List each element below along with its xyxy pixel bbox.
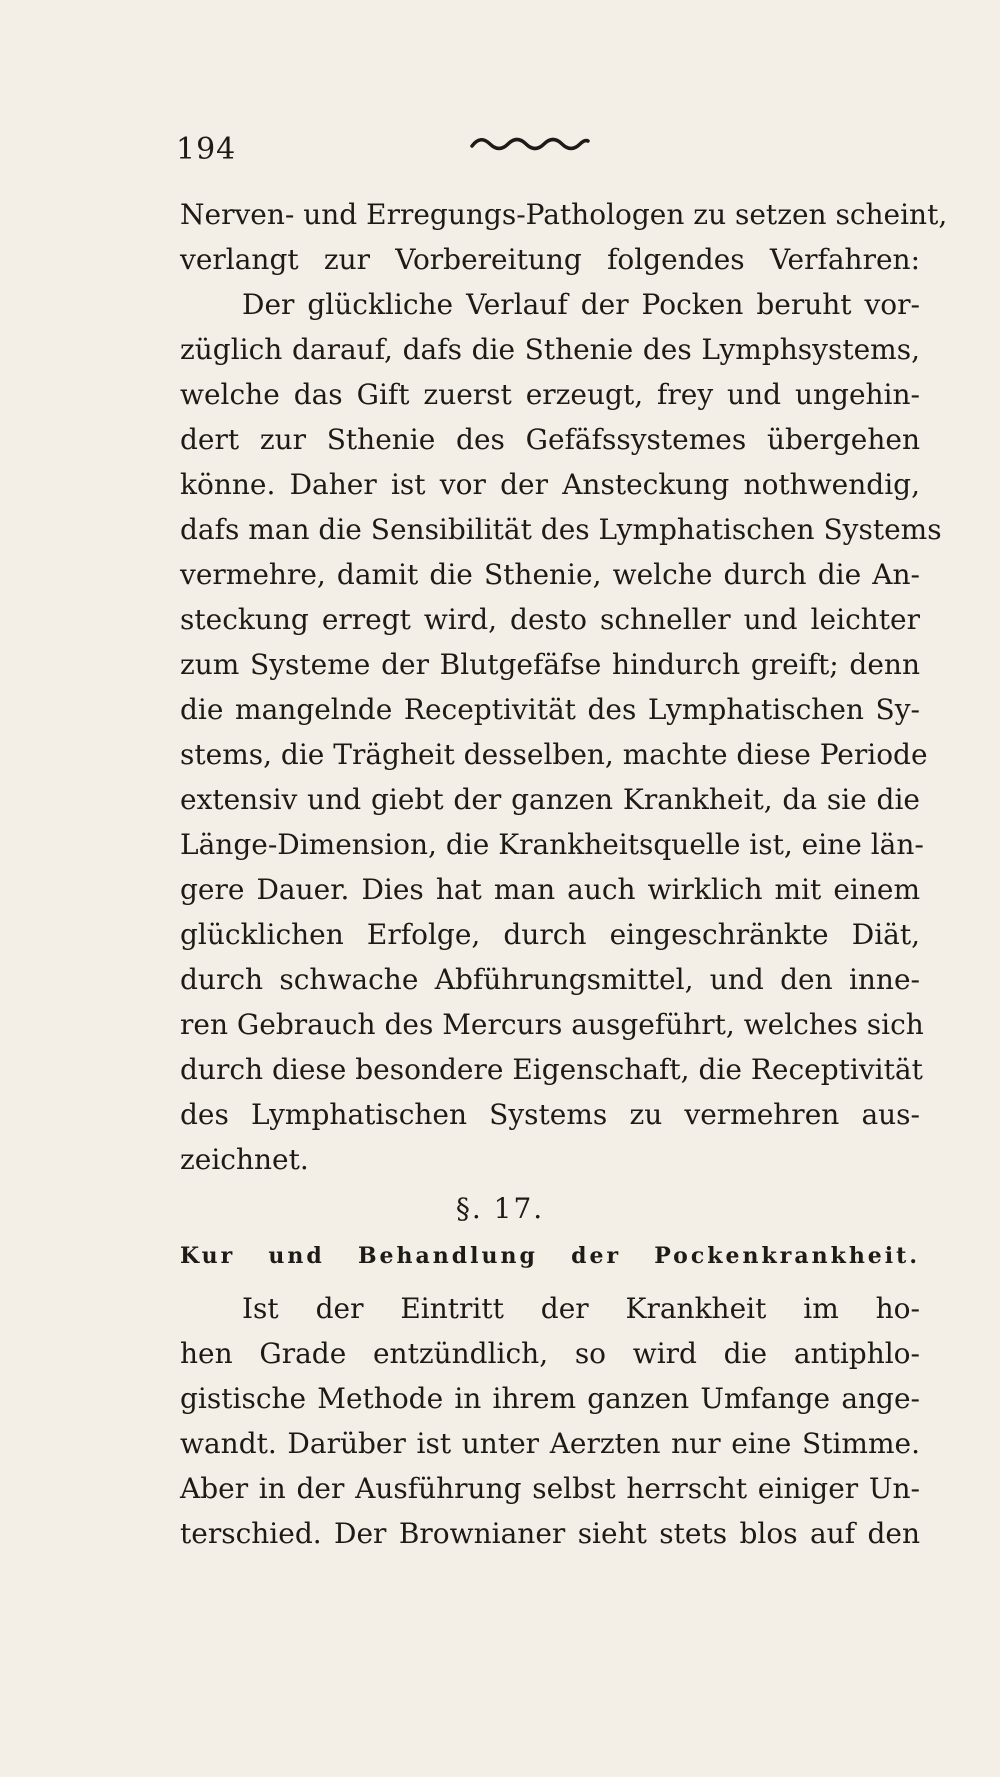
paragraph-2 [180, 1286, 920, 1556]
text-line: des Lymphatischen Systems zu vermehren aus- [180, 1098, 920, 1131]
text-line: Länge-Dimension, die Krankheitsquelle ist, eine län- [180, 828, 924, 861]
paragraph-1 [180, 192, 948, 1182]
text-line: durch diese besondere Eigenschaft, die Receptivität [180, 1053, 923, 1086]
text-line: zum Systeme der Blutgefäfse hindurch greift; denn [180, 648, 920, 681]
text-line: extensiv und giebt der ganzen Krankheit, da sie die [180, 783, 920, 816]
text-line: gere Dauer. Dies hat man auch wirklich mit einem [180, 873, 920, 906]
text-line: glücklichen Erfolge, durch eingeschränkte Diät, [180, 918, 920, 951]
page-number: 194 [176, 132, 237, 167]
text-line: Aber in der Ausführung selbst herrscht einiger Un- [180, 1472, 920, 1505]
text-line: hen Grade entzündlich, so wird die antiphlo- [180, 1337, 920, 1370]
text-line: wandt. Darüber ist unter Aerzten nur eine Stimme. [180, 1427, 920, 1460]
section-heading: Kur und Behandlung der Pockenkrankheit. [180, 1243, 920, 1269]
text-line: züglich darauf, dafs die Sthenie des Lymphsystems, [180, 333, 920, 366]
text-line: durch schwache Abführungsmittel, und den inne- [180, 963, 920, 996]
text-line: steckung erregt wird, desto schneller und leichter [180, 603, 920, 636]
ornament-rule-icon [470, 132, 590, 156]
text-line: terschied. Der Brownianer sieht stets blos auf den [180, 1517, 920, 1550]
text-line: Nerven- und Erregungs-Pathologen zu setzen scheint, [180, 198, 948, 231]
section-number: §. 17. [455, 1192, 545, 1225]
text-line: Der glückliche Verlauf der Pocken beruht vor- [242, 288, 920, 321]
text-line: stems, die Trägheit desselben, machte diese Periode [180, 738, 928, 771]
text-line: könne. Daher ist vor der Ansteckung nothwendig, [180, 468, 920, 501]
text-line: gistische Methode in ihrem ganzen Umfange ange- [180, 1382, 920, 1415]
text-line: Ist der Eintritt der Krankheit im ho- [242, 1292, 920, 1325]
text-line: verlangt zur Vorbereitung folgendes Verfahren: [180, 243, 920, 276]
text-line: dert zur Sthenie des Gefäfssystemes übergehen [180, 423, 920, 456]
text-line: welche das Gift zuerst erzeugt, frey und ungehin- [180, 378, 920, 411]
text-line: die mangelnde Receptivität des Lymphatischen Sy- [180, 693, 920, 726]
text-line: zeichnet. [180, 1143, 309, 1176]
text-line: vermehre, damit die Sthenie, welche durch die An- [180, 558, 920, 591]
text-line: ren Gebrauch des Mercurs ausgeführt, welches sich [180, 1008, 924, 1041]
text-line: dafs man die Sensibilität des Lymphatischen Systems [180, 513, 942, 546]
